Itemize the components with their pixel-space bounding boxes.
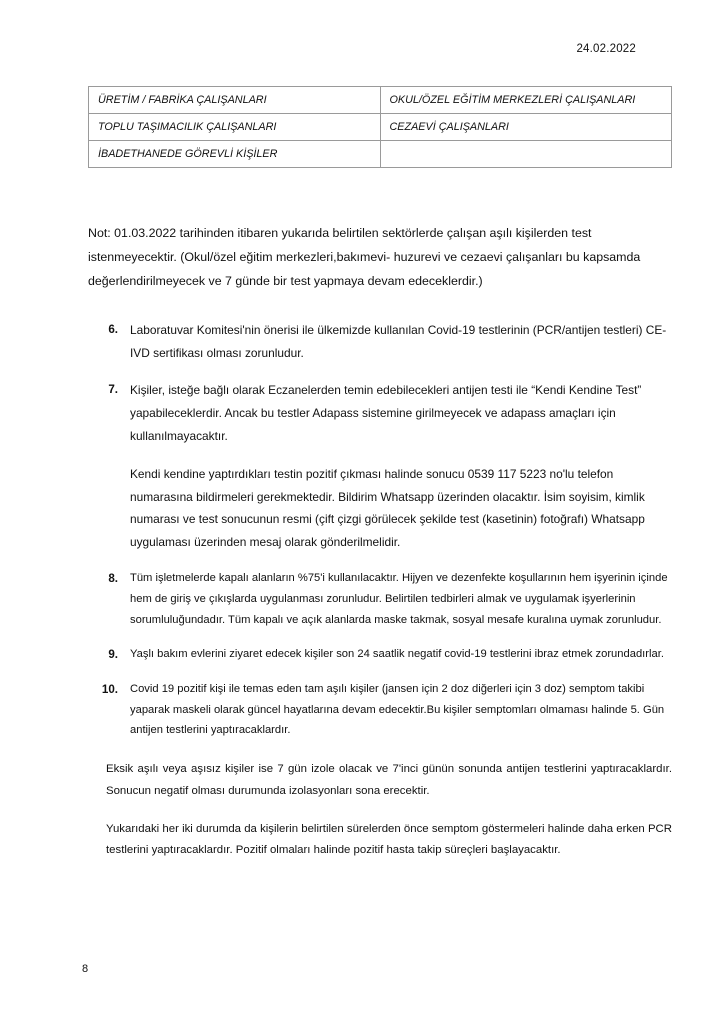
list-item-paragraph: Laboratuvar Komitesi'nin önerisi ile ülkemizde kullanılan Covid-19 testlerinin (PCR/antijen testleri) CE-IVD sertifikası olması zorunludur. xyxy=(130,323,667,361)
closing-paragraph: Yukarıdaki her iki durumda da kişilerin belirtilen sürelerden önce semptom göstermeleri halinde daha erken PCR testlerini yaptıracaklardır. Pozitif olmaları halinde pozitif hasta takip süreçleri başlayacaktır. xyxy=(106,822,672,857)
list-item xyxy=(88,568,672,630)
list-item xyxy=(88,679,672,741)
closing-paragraphs xyxy=(88,759,672,862)
table-cell: TOPLU TAŞIMACILIK ÇALIŞANLARI xyxy=(89,114,381,141)
list-item-marker: 7. xyxy=(108,383,118,397)
list-item-paragraph: Kişiler, isteğe bağlı olarak Eczanelerden temin edebilecekleri antijen testi ile “Kendi Kendine Test” yapabileceklerdir. Ancak bu testler Adapass sistemine girilmeyecek ve adapass amaçları için kullanılmayacaktır. xyxy=(130,383,642,443)
table-row xyxy=(89,87,672,114)
list-item-paragraph: Kendi kendine yaptırdıkları testin pozitif çıkması halinde sonucu 0539 117 5223 no'lu telefon numarasına bildirmeleri gerekmektedir. Bildirim Whatsapp üzerinden olacaktır. İsim soyisim, kimlik numarası ve test sonucunun resmi (çift çizgi görülecek şekilde test (kasetinin) fotoğrafı) Whatsapp uygulaması üzerinden mesaj olarak gönderilmelidir. xyxy=(130,466,645,550)
list-item-paragraph: Covid 19 pozitif kişi ile temas eden tam aşılı kişiler (jansen için 2 doz diğerleri için 3 doz) semptom takibi yaparak maskeli olarak güncel hayatlarına devam edecektir.Bu kişiler semptomları olmaması halinde 5. Gün antijen testlerini yaptıracaklardır. xyxy=(130,683,665,737)
list-item-paragraph: Yaşlı bakım evlerini ziyaret edecek kişiler son 24 saatlik negatif covid-19 testlerini ibraz etmek zorundadırlar. xyxy=(130,648,664,661)
list-item-body xyxy=(130,379,672,554)
table-cell: CEZAEVİ ÇALIŞANLARI xyxy=(380,114,672,141)
table-row xyxy=(89,141,672,168)
closing-paragraph: Eksik aşılı veya aşısız kişiler ise 7 gün izole olacak ve 7'inci günün sonunda antijen testlerini yaptıracaklardır. Sonucun negatif olması durumunda izolasyonları sona erecektir. xyxy=(106,763,672,797)
list-item xyxy=(88,379,672,554)
note-paragraph: Not: 01.03.2022 tarihinden itibaren yukarıda belirtilen sektörlerde çalışan aşılı kişilerden test istenmeyecektir. (Okul/özel eğitim merkezleri,bakımevi- huzurevi ve cezaevi çalışanları bu kapsamda değerlendirilmeyecek ve 7 günde bir test yapmaya devam edeceklerdir.) xyxy=(88,226,641,288)
list-item-marker: 9. xyxy=(108,648,118,662)
table-cell xyxy=(380,141,672,168)
page-number: 8 xyxy=(82,963,89,975)
list-item-body xyxy=(130,319,672,365)
list-item-paragraph: Tüm işletmelerde kapalı alanların %75'i kullanılacaktır. Hijyen ve dezenfekte koşullarının hem işyerinin içinde hem de giriş ve çıkışlarda uygulanması zorunludur. Belirtilen tedbirleri almak ve uygulamak işyerlerinin sorumluluğundadır. Tüm kapalı ve açık alanlarda maske takmak, sosyal mesafe kuralına uymak zorunludur. xyxy=(130,572,668,626)
table-cell: İBADETHANEDE GÖREVLİ KİŞİLER xyxy=(89,141,381,168)
list-item-body xyxy=(130,679,672,741)
list-item xyxy=(88,644,672,665)
list-item-body xyxy=(130,644,672,665)
table-cell: OKUL/ÖZEL EĞİTİM MERKEZLERİ ÇALIŞANLARI xyxy=(380,87,672,114)
list-item-marker: 10. xyxy=(101,683,118,697)
list-item xyxy=(88,319,672,365)
list-item-body xyxy=(130,568,672,630)
numbered-list xyxy=(88,319,672,741)
document-body xyxy=(88,222,672,878)
list-item-marker: 6. xyxy=(108,323,118,337)
table-cell: ÜRETİM / FABRİKA ÇALIŞANLARI xyxy=(89,87,381,114)
sectors-table xyxy=(88,86,672,168)
document-date: 24.02.2022 xyxy=(576,43,636,55)
table-row xyxy=(89,114,672,141)
list-item-marker: 8. xyxy=(108,572,118,586)
